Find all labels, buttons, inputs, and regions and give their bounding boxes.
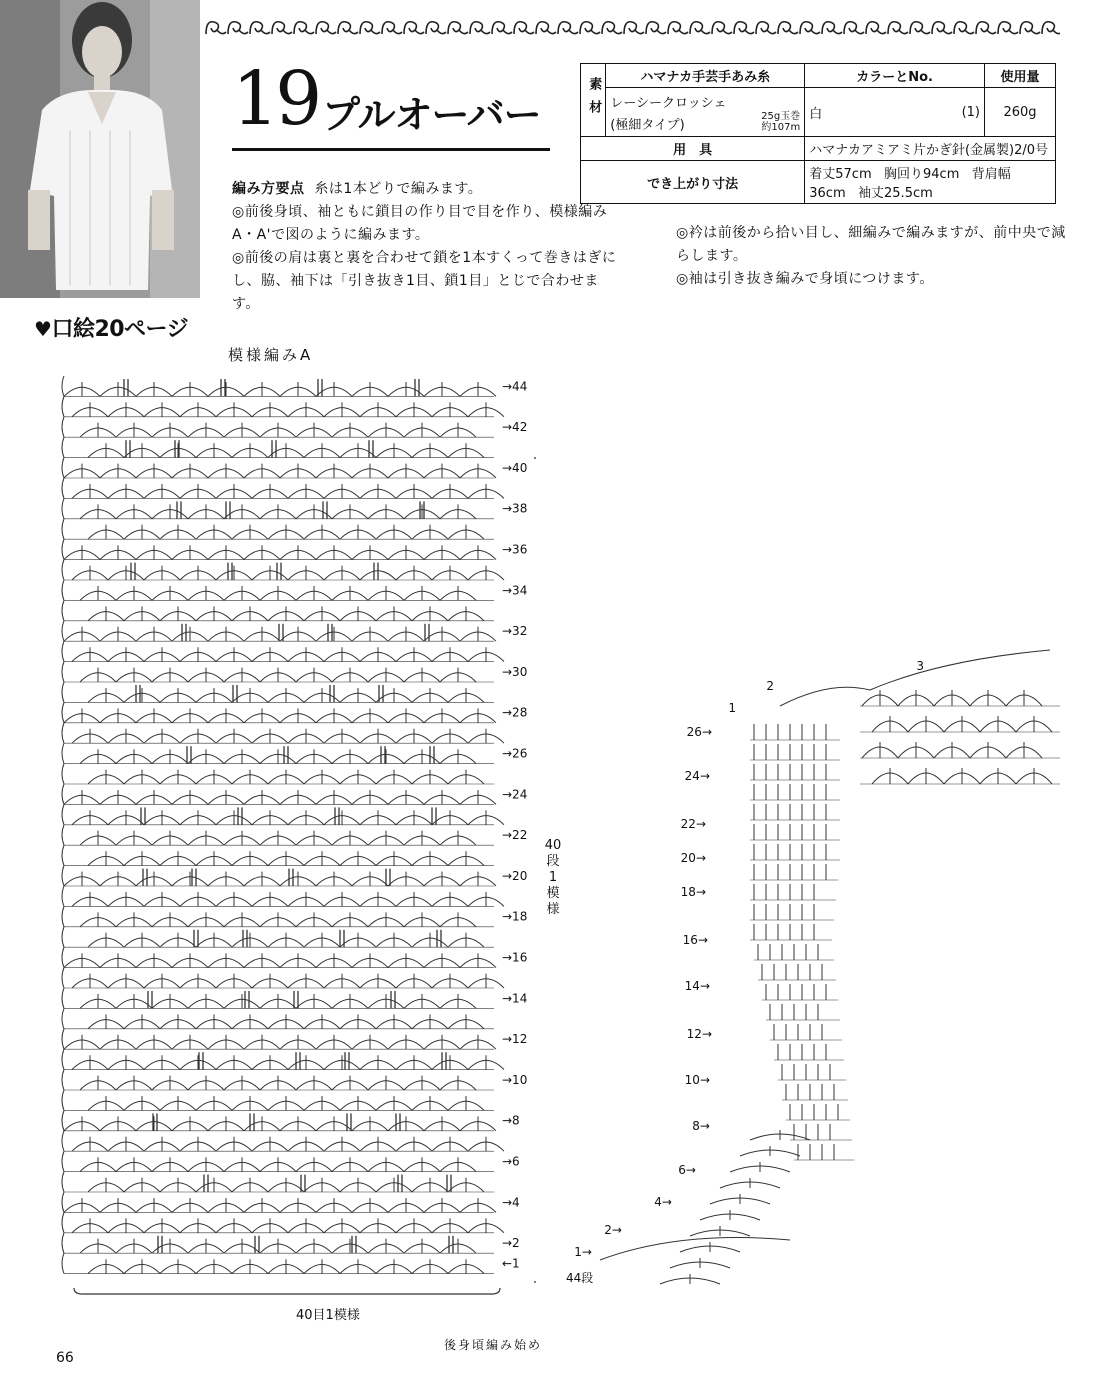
collar-row-label: 2 <box>766 679 774 693</box>
pattern-number: 19 <box>232 56 319 142</box>
tool-label: 用 具 <box>581 137 805 161</box>
instruction-1: 糸は1本どりで編みます。 <box>314 181 483 197</box>
yarn-header: ハマナカ手芸手あみ糸 <box>606 64 805 88</box>
decorative-border <box>200 14 1060 42</box>
collar-row-label: 10→ <box>684 1073 710 1087</box>
crochet-chart-a <box>56 370 536 1300</box>
heart-icon: ♥ <box>34 317 52 341</box>
chart-a-row-label: →44 <box>502 379 528 394</box>
chart-a-row-label: →24 <box>502 787 528 802</box>
chart-a-row-label: →2 <box>502 1236 520 1251</box>
collar-row-label: 8→ <box>692 1119 710 1133</box>
title-underline <box>232 148 550 151</box>
chart-a-row-label: →20 <box>502 868 528 883</box>
chart-a-row-label: →6 <box>502 1154 520 1169</box>
size-sleeve: 袖丈25.5cm <box>858 186 933 201</box>
size-shoulder: 背肩幅36cm <box>809 167 1011 201</box>
crochet-chart-collar <box>540 640 1080 1320</box>
model-photo <box>0 0 200 298</box>
collar-row-label: 14→ <box>684 979 710 993</box>
material-label: 素材 <box>581 64 606 137</box>
size-bust: 胸回り94cm <box>884 167 960 182</box>
collar-row-label: 20→ <box>680 851 706 865</box>
chart-a-row-label: →38 <box>502 501 528 516</box>
chart-a-row-label: →32 <box>502 624 528 639</box>
chart-a-horizontal-repeat: 40目1模様 <box>296 1308 360 1323</box>
tool-value: ハマナカアミアミ片かぎ針(金属製)2/0号 <box>805 137 1056 161</box>
instruction-5: ◎袖は引き抜き編みで身頃につけます。 <box>676 271 934 287</box>
chart-a-row-label: →12 <box>502 1032 528 1047</box>
instructions-heading: 編み方要点 <box>232 181 305 197</box>
color-number: (1) <box>916 88 985 137</box>
chart-a-row-label: →8 <box>502 1113 520 1128</box>
yarn-cell <box>606 88 805 137</box>
chart-a-vertical-repeat: 40段1模様 <box>544 838 562 917</box>
chart-a-row-label: →30 <box>502 664 528 679</box>
chart-a-row-label: →36 <box>502 542 528 557</box>
page-number: 66 <box>56 1350 74 1366</box>
collar-row-label: 1→ <box>574 1245 592 1259</box>
size-values <box>805 161 1056 204</box>
chart-a-row-label: ←1 <box>502 1256 520 1271</box>
yarn-type: (極細タイプ) <box>610 117 685 133</box>
collar-row-label: 16→ <box>682 933 708 947</box>
instruction-2: ◎前後身頃、袖ともに鎖目の作り目で目を作り、模様編みA・A'で図のように編みます。 <box>232 204 608 243</box>
instruction-3: ◎前後の肩は裏と裏を合わせて鎖を1本すくって巻きはぎにし、脇、袖下は「引き抜き1目、鎖1目」とじで合わせます。 <box>232 250 617 312</box>
collar-row-label: 12→ <box>686 1027 712 1041</box>
collar-bottom-label: 44段 <box>566 1271 594 1285</box>
chart-a-row-label: →42 <box>502 420 528 435</box>
materials-table <box>580 63 1056 204</box>
chart-start-note: 後身頃編み始め <box>444 1338 543 1352</box>
size-label: でき上がり寸法 <box>581 161 805 204</box>
amount-value: 260g <box>985 88 1056 137</box>
chart-a-row-label: →26 <box>502 746 528 761</box>
color-header: カラーとNo. <box>805 64 985 88</box>
amount-header: 使用量 <box>985 64 1056 88</box>
chart-a-row-label: →10 <box>502 1072 528 1087</box>
size-length: 着丈57cm <box>809 167 872 182</box>
instructions-right <box>676 222 1066 291</box>
collar-row-label: 6→ <box>678 1163 696 1177</box>
yarn-ball: 25g玉巻 <box>761 110 801 122</box>
chart-a-row-label: →28 <box>502 705 528 720</box>
collar-row-label: 24→ <box>684 769 710 783</box>
chart-a-row-label: →16 <box>502 950 528 965</box>
chart-a-row-label: →34 <box>502 583 528 598</box>
chart-a-title: 模様編みA <box>228 346 314 364</box>
collar-row-label: 18→ <box>680 885 706 899</box>
yarn-length: 約107m <box>761 121 801 133</box>
color-value: 白 <box>805 88 916 137</box>
pattern-title: プルオーバー <box>322 93 541 137</box>
collar-row-label: 2→ <box>604 1223 622 1237</box>
collar-row-label: 1 <box>728 701 736 715</box>
collar-row-label: 4→ <box>654 1195 672 1209</box>
chart-a-row-label: →22 <box>502 828 528 843</box>
yarn-name: レーシークロッシェ <box>610 95 727 111</box>
instructions-left <box>232 178 622 316</box>
chart-a-row-label: →4 <box>502 1195 520 1210</box>
collar-row-label: 22→ <box>680 817 706 831</box>
chart-a-row-label: →14 <box>502 991 528 1006</box>
collar-row-label: 26→ <box>686 725 712 739</box>
collar-row-label: 3 <box>916 659 924 673</box>
chart-a-row-label: →18 <box>502 909 528 924</box>
instruction-4: ◎衿は前後から拾い目し、細編みで編みますが、前中央で減らします。 <box>676 225 1066 264</box>
chart-a-row-label: →40 <box>502 460 528 475</box>
frontispiece-reference: ♥口絵20ページ <box>34 317 189 342</box>
